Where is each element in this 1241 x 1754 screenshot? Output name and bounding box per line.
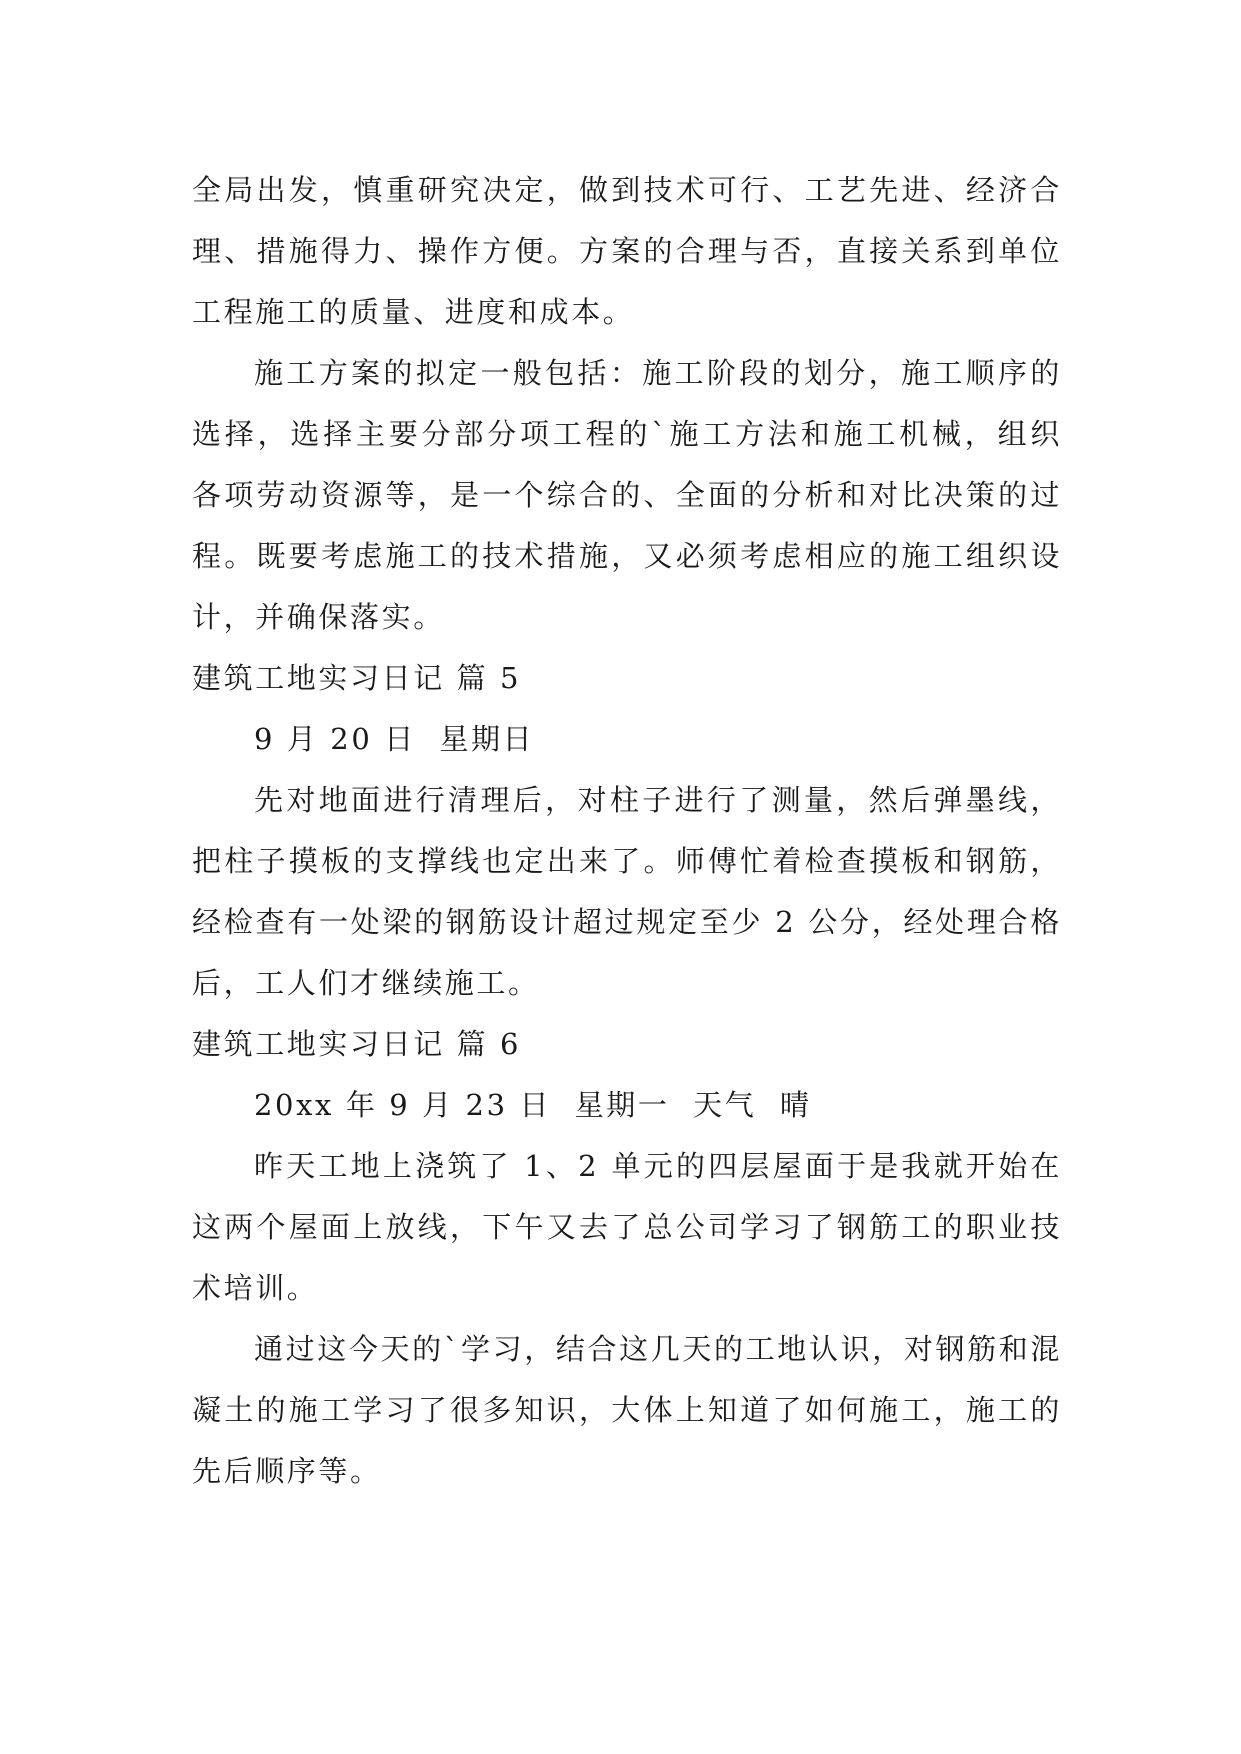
- paragraph-scheme-contents: 施工方案的拟定一般包括：施工阶段的划分，施工顺序的选择，选择主要分部分项工程的`施工方法和施工机械，组织各项劳动资源等，是一个综合的、全面的分析和对比决策的过程。既要考虑施工的技术措施，又必须考虑相应的施工组织设计，并确保落实。: [192, 356, 1062, 634]
- diary-date-5: 9 月 20 日 星期日: [254, 722, 535, 756]
- diary-date-6: 20xx 年 9 月 23 日 星期一 天气 晴: [254, 1088, 812, 1122]
- document-body: [192, 160, 1062, 1502]
- diary-heading-5: 建筑工地实习日记 篇 5: [192, 661, 522, 695]
- paragraph-scheme-principles: 全局出发，慎重研究决定，做到技术可行、工艺先进、经济合理、措施得力、操作方便。方案的合理与否，直接关系到单位工程施工的质量、进度和成本。: [192, 173, 1062, 329]
- diary-heading-6: 建筑工地实习日记 篇 6: [192, 1027, 522, 1061]
- paragraph-diary-5: 先对地面进行清理后，对柱子进行了测量，然后弹墨线，把柱子摸板的支撑线也定出来了。师傅忙着检查摸板和钢筋，经检查有一处梁的钢筋设计超过规定至少 2 公分，经处理合格后，工人们才继续施工。: [192, 783, 1062, 1000]
- paragraph-diary-6-learning: 通过这今天的`学习，结合这几天的工地认识，对钢筋和混凝土的施工学习了很多知识，大体上知道了如何施工，施工的先后顺序等。: [192, 1332, 1062, 1488]
- paragraph-diary-6-work: 昨天工地上浇筑了 1、2 单元的四层屋面于是我就开始在这两个屋面上放线，下午又去了总公司学习了钢筋工的职业技术培训。: [192, 1149, 1062, 1305]
